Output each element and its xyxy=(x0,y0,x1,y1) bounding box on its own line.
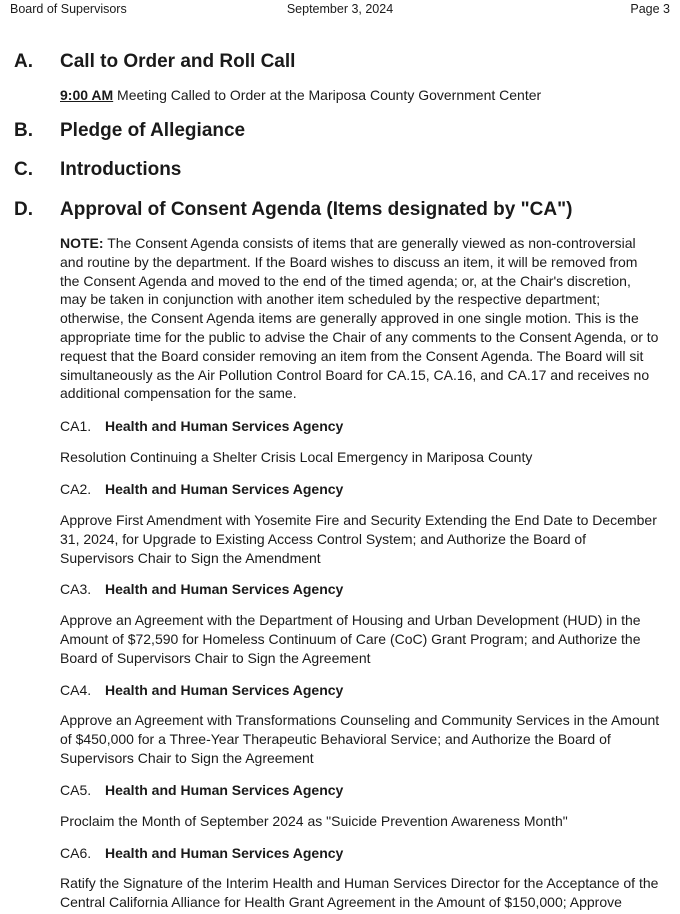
section-a-letter: A. xyxy=(14,51,33,72)
header-meeting-date: September 3, 2024 xyxy=(286,2,394,16)
item-number: CA2. xyxy=(60,481,92,497)
consent-item-ca4-description: Approve an Agreement with Transformations Counseling and Community Services in the Amount of $450,000 for a Three-Year Therapeutic Behavioral Service; and Authorize the Board of Supervisors Chair to Sign the Agreement xyxy=(60,712,660,766)
item-agency: Health and Human Services Agency xyxy=(105,782,344,798)
item-number: CA4. xyxy=(60,682,92,698)
section-c-letter: C. xyxy=(14,159,33,180)
consent-item-ca3-description: Approve an Agreement with the Department of Housing and Urban Development (HUD) in the Amount of $72,590 for Homeless Continuum of Care (CoC) Grant Program; and Authorize the Board of Supervisors Chair to Sign the Agreement xyxy=(60,612,641,666)
section-b-title: Pledge of Allegiance xyxy=(60,120,246,141)
item-agency: Health and Human Services Agency xyxy=(105,682,344,698)
header-board-name: Board of Supervisors xyxy=(10,2,127,16)
consent-item-ca1-description: Resolution Continuing a Shelter Crisis Local Emergency in Mariposa County xyxy=(60,449,533,465)
note-label: NOTE: xyxy=(60,235,104,251)
item-agency: Health and Human Services Agency xyxy=(105,418,344,434)
item-agency: Health and Human Services Agency xyxy=(105,481,344,497)
consent-item-ca6-description: Ratify the Signature of the Interim Health and Human Services Director for the Acceptance of the Central California Alliance for Health Grant Agreement in the Amount of $150,000; Approve xyxy=(60,875,659,910)
consent-item-ca2-description: Approve First Amendment with Yosemite Fire and Security Extending the End Date to December 31, 2024, for Upgrade to Existing Access Control System; and Authorize the Board of Supervisors Chair to Sign the Amendment xyxy=(60,512,657,566)
section-c-title: Introductions xyxy=(60,159,182,180)
note-text: The Consent Agenda consists of items that are generally viewed as non-controversial and routine by the department. If the Board wishes to discuss an item, it will be removed from the Consent Agenda and moved to the end of the timed agenda; or, at the Chair's discretion, may be taken in conjunction with another item scheduled by the respective department; otherwise, the Consent Agenda items are generally approved in one single motion. This is the appropriate time for the public to advise the Chair of any comments to the Consent Agenda, or to request that the Board consider removing an item from the Consent Agenda. The Board will sit simultaneously as the Air Pollution Control Board for CA.15, CA.16, and CA.17 and receives no additional compensation for the same. xyxy=(60,235,659,402)
item-number: CA3. xyxy=(60,581,92,597)
meeting-time: 9:00 AM xyxy=(60,87,114,103)
section-a-title: Call to Order and Roll Call xyxy=(60,51,296,72)
page-header xyxy=(10,2,670,18)
section-b-letter: B. xyxy=(14,120,33,141)
item-number: CA5. xyxy=(60,782,92,798)
item-number: CA1. xyxy=(60,418,92,434)
header-page-number: Page 3 xyxy=(630,2,670,16)
consent-item-ca5-description: Proclaim the Month of September 2024 as "Suicide Prevention Awareness Month" xyxy=(60,813,568,829)
call-to-order-line xyxy=(60,86,660,105)
item-agency: Health and Human Services Agency xyxy=(105,845,344,861)
item-number: CA6. xyxy=(60,845,92,861)
call-to-order-text: Meeting Called to Order at the Mariposa County Government Center xyxy=(113,87,542,103)
consent-agenda-note xyxy=(60,234,660,403)
section-d-title: Approval of Consent Agenda (Items designated by "CA") xyxy=(60,199,573,220)
section-d-letter: D. xyxy=(14,199,33,220)
item-agency: Health and Human Services Agency xyxy=(105,581,344,597)
